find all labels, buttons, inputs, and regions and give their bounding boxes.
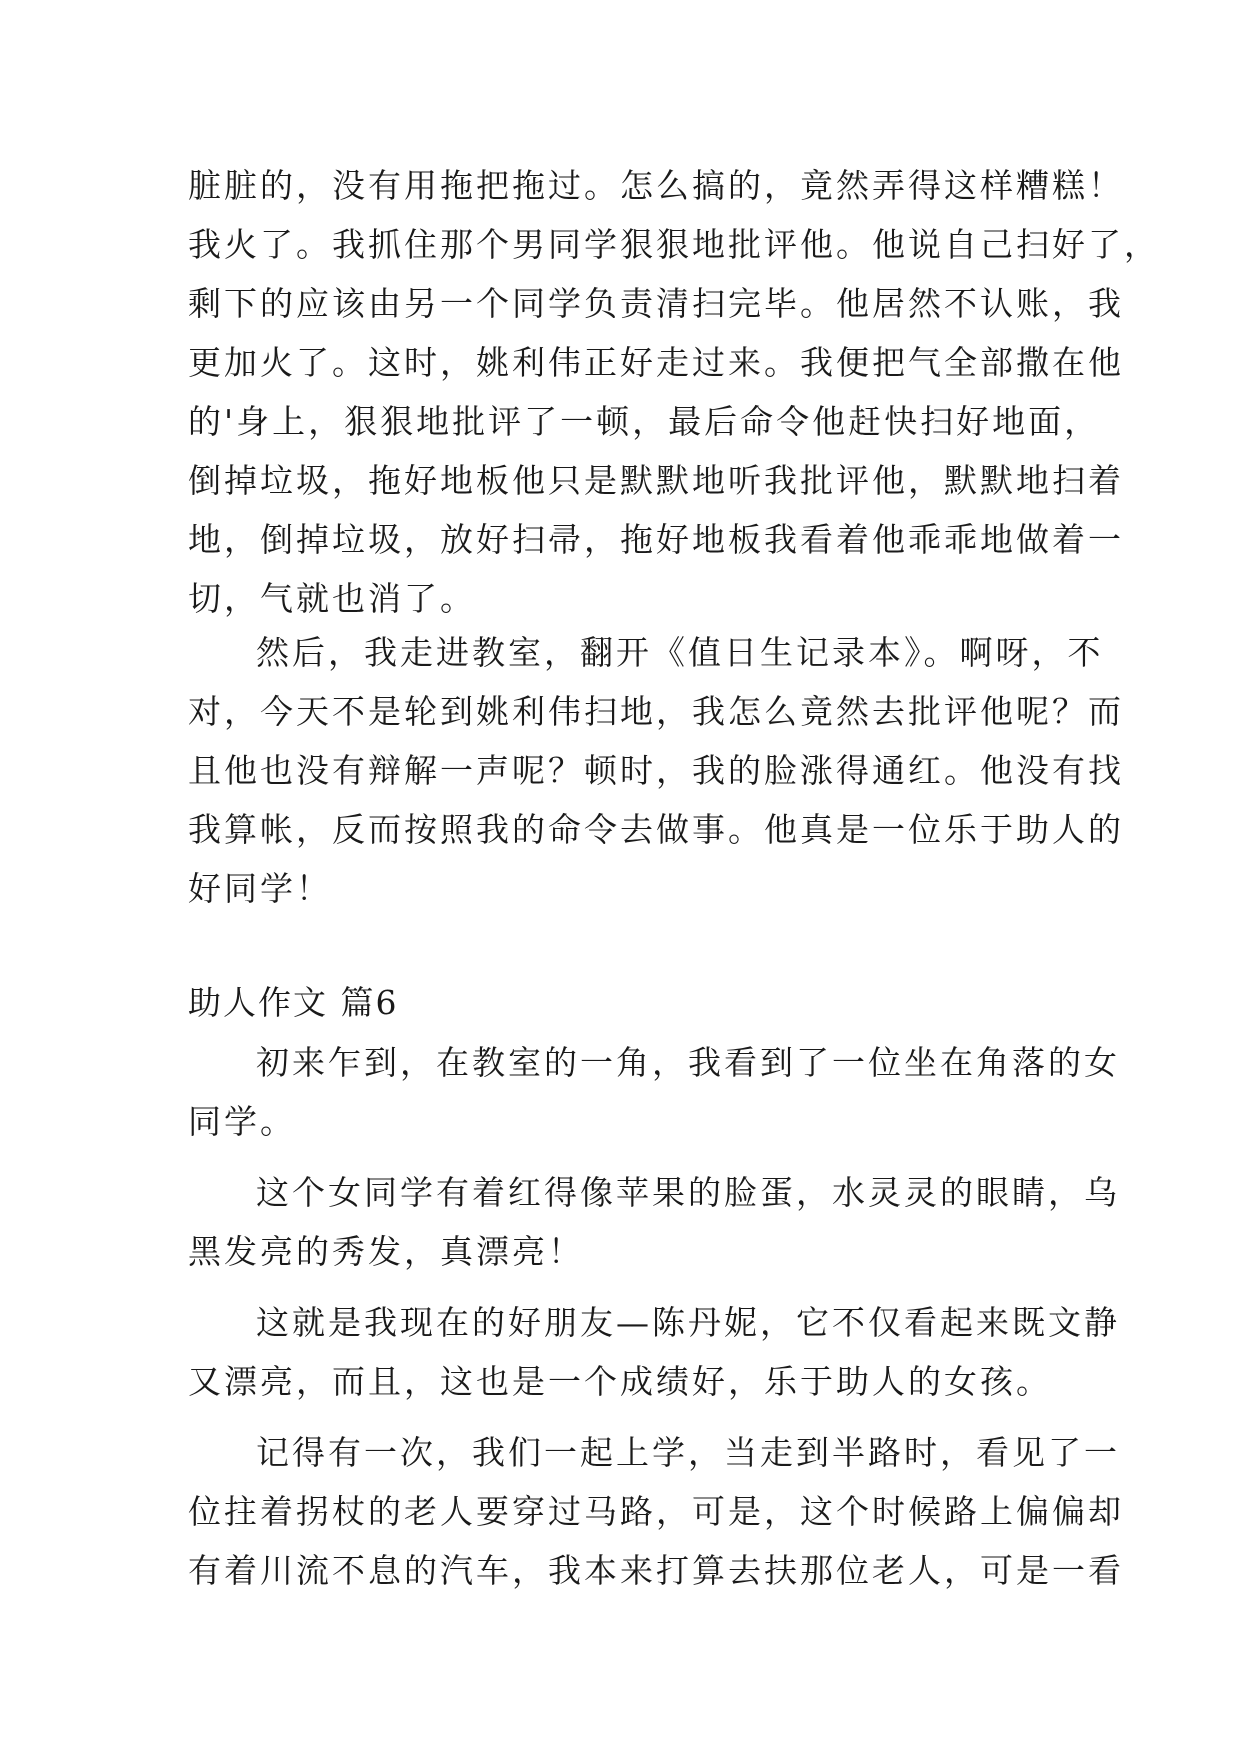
- section-heading: 助人作文 篇6: [188, 983, 399, 1022]
- paragraph-line: 的'身上，狠狠地批评了一顿，最后命令他赶快扫好地面，: [188, 402, 1101, 441]
- paragraph-line: 对，今天不是轮到姚利伟扫地，我怎么竟然去批评他呢？而: [188, 692, 1124, 731]
- paragraph-line: 这就是我现在的好朋友—陈丹妮，它不仅看起来既文静: [256, 1303, 1120, 1342]
- paragraph-line: 有着川流不息的汽车，我本来打算去扶那位老人，可是一看: [188, 1551, 1124, 1590]
- paragraph-line: 剩下的应该由另一个同学负责清扫完毕。他居然不认账，我: [188, 284, 1124, 323]
- paragraph-line: 地，倒掉垃圾，放好扫帚，拖好地板我看着他乖乖地做着一: [188, 520, 1124, 559]
- paragraph-1: [188, 156, 1160, 628]
- paragraph-line: 位拄着拐杖的老人要穿过马路，可是，这个时候路上偏偏却: [188, 1492, 1124, 1531]
- paragraph-line: 我算帐，反而按照我的命令去做事。他真是一位乐于助人的: [188, 810, 1124, 849]
- paragraph-line: 倒掉垃圾，拖好地板他只是默默地听我批评他，默默地扫着: [188, 461, 1124, 500]
- paragraph-line: 且他也没有辩解一声呢？顿时，我的脸涨得通红。他没有找: [188, 751, 1124, 790]
- paragraph-3: [188, 1033, 1120, 1151]
- paragraph-line: 又漂亮，而且，这也是一个成绩好，乐于助人的女孩。: [188, 1362, 1052, 1401]
- paragraph-line: 记得有一次，我们一起上学，当走到半路时，看见了一: [256, 1433, 1120, 1472]
- paragraph-4: [188, 1163, 1120, 1281]
- paragraph-line: 我火了。我抓住那个男同学狠狠地批评他。他说自己扫好了，: [188, 225, 1160, 264]
- paragraph-line: 初来乍到，在教室的一角，我看到了一位坐在角落的女: [256, 1043, 1120, 1082]
- paragraph-line: 然后，我走进教室，翻开《值日生记录本》。啊呀，不: [256, 633, 1104, 672]
- paragraph-line: 这个女同学有着红得像苹果的脸蛋，水灵灵的眼睛，乌: [256, 1173, 1120, 1212]
- paragraph-line: 切，气就也消了。: [188, 579, 476, 618]
- paragraph-5: [188, 1293, 1120, 1411]
- paragraph-line: 更加火了。这时，姚利伟正好走过来。我便把气全部撒在他: [188, 343, 1124, 382]
- paragraph-line: 好同学！: [188, 869, 332, 908]
- paragraph-line: 脏脏的，没有用拖把拖过。怎么搞的，竟然弄得这样糟糕！: [188, 166, 1124, 205]
- paragraph-line: 黑发亮的秀发，真漂亮！: [188, 1232, 584, 1271]
- paragraph-6: [188, 1423, 1124, 1600]
- paragraph-2: [188, 623, 1124, 918]
- paragraph-line: 同学。: [188, 1102, 296, 1141]
